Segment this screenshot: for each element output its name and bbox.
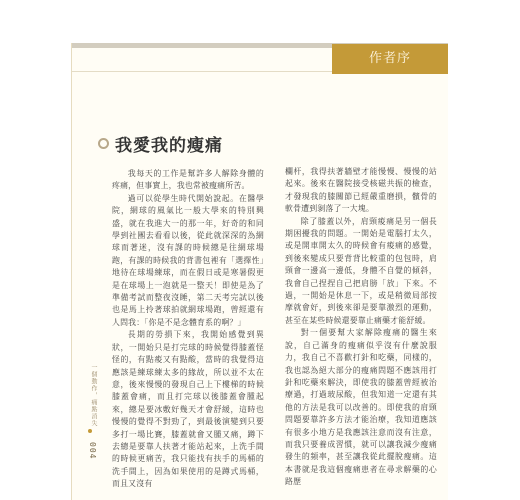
title-bullet-icon [98, 138, 109, 149]
paragraph: 長期的勞損下來，我開始感覺到異狀，一開始只是打完球的時候覺得膝蓋怪怪的，有點痠又有點酸，當時的我覺得這應該是練球練太多的緣故，所以並不太在意，後來慢慢的發現自己上下樓梯的時候膝蓋會痛，而且打完球以後膝蓋會腫起來，總是要冰敷好幾天才會舒緩，這時也慢慢的覺得不對勁了，到最後演變到只要多打一場比賽，膝蓋就會又腫又痛，蹲下去總是要靠人扶著才能站起來，上洗手間的時候更痛苦，我只能找有扶手的馬桶的洗手間上，因為如果使用的是蹲式馬桶，而且又沒有 [112, 330, 264, 489]
paragraph: 除了膝蓋以外，肩頸痠痛是另一個長期困擾我的問題。一開始是電腦打太久，或是開車開太久的時候會有痠痛的感覺，到後來變成只要背背比較重的包包時，肩頸會一邊高一邊低，身體不自覺的傾斜，我會自己捏捏自己把肩膀「放」下來。不過，一開始是休息一下，或是稍微局部按摩就會好，到後來卻是要靠激烈的運動，甚至在某些時候還要靠止痛藥才能舒緩。 [285, 216, 437, 325]
paragraph: 我每天的工作是幫許多人解除身體的疼痛，但事實上，我也常被瘦痛所苦。 [112, 169, 264, 191]
page-number: 004 [88, 442, 97, 460]
chapter-heading [98, 132, 223, 154]
running-head: 一個動作，痛點消失 [90, 364, 97, 427]
section-tag: 作者序 [332, 44, 448, 74]
paragraph: 欄杆，我得扶著牆壁才能慢慢、慢慢的站起來。後來在醫院接受核磁共振的檢查，才發現我的膝關節已經嚴重磨損，髕骨的軟骨遭到剝落了一大塊。 [285, 167, 437, 214]
chapter-title: 我愛我的瘦痛 [115, 135, 223, 156]
text-column-left [112, 168, 264, 491]
book-page [71, 43, 448, 500]
paragraph: 對一個要幫大家解除瘦痛的醫生來說，自己滿身的瘦痛似乎沒有什麼說服力，我自己不喜歡打針和吃藥，同樣的，我也認為絕大部分的瘦痛問題不應該用打針和吃藥來解決，即使我的膝蓋曾經被治療過，打過玻尿酸，但我知道一定還有其他的方法是我可以改善的。即使我的肩頸問題要靠許多方法才能治療，我知道應該有很多小地方是我應該注意而沒有注意，而我只要養成習慣，就可以讓我減少瘦痛發生的頻率，甚至讓我從此擺脫瘦痛。這本書就是我這個瘦痛患者在尋求解藥的心路歷 [285, 328, 437, 487]
text-column-right [285, 166, 437, 489]
running-head-dot [88, 429, 92, 433]
paragraph: 過可以從學生時代開始說起。在醫學院，網球的風氣比一般大學來的特別興盛，就在我進大一的那一年，好奇的和同學到社團去看看以後，從此就深深的為網球而著迷，沒有課的時候總是往網球場跑，有課的時候我的背書包裡有「選擇性」地待在球場練球，而在假日或是寒暑假更是在球場上一泡就是一整天！即使是為了準備考試而整夜沒睡，第二天考完試以後也是馬上拎著球拍就網球場跑，曾經還有人問我：「你是不是念體育系的啊？」 [112, 193, 264, 327]
